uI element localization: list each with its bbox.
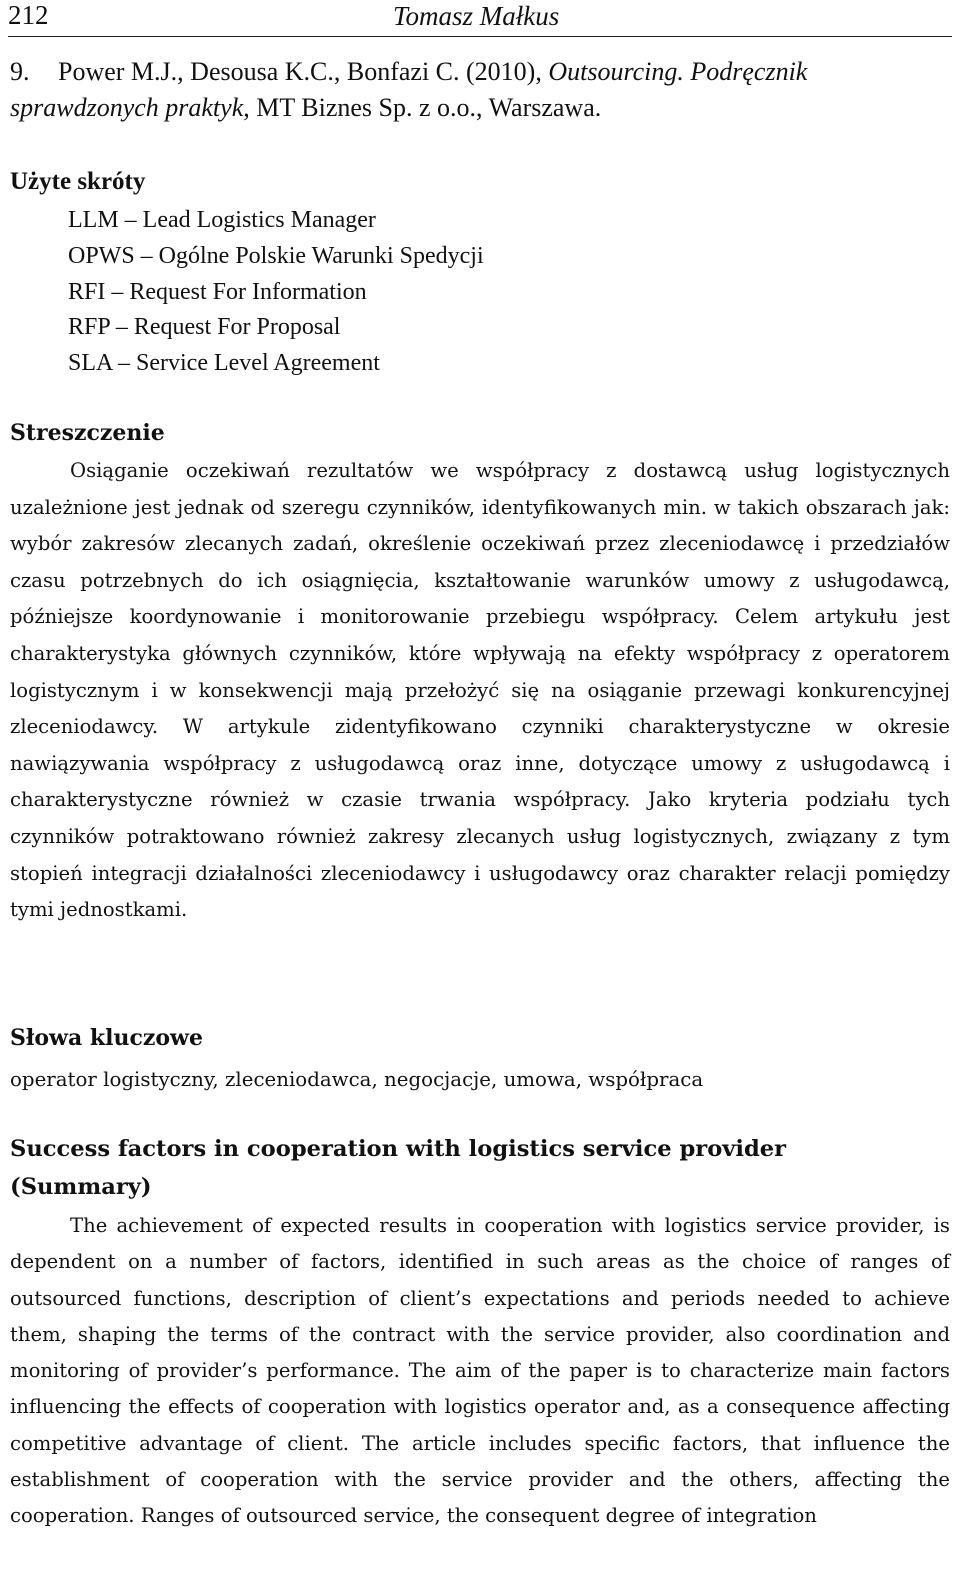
reference-title-part1: Outsourcing. Podręcznik (548, 57, 808, 86)
abbreviation-item: LLM – Lead Logistics Manager (68, 207, 376, 233)
reference-authors: Power M.J., Desousa K.C., Bonfazi C. (2010), (58, 57, 549, 86)
keywords-text: operator logistyczny, zleceniodawca, negocjacje, umowa, współpraca (10, 1068, 704, 1091)
reference-entry (10, 54, 950, 126)
keywords-heading: Słowa kluczowe (10, 1025, 203, 1051)
running-head: Tomasz Małkus (393, 1, 560, 31)
summary-en-text: The achievement of expected results in cooperation with logistics service provider, is dependent on a number of factors, identified in such areas as the choice of ranges of outsourced functions, description of client’s expectations and periods needed to achieve them, shaping the terms of the contract with the service provider, also coordination and monitoring of provider’s performance. The aim of the paper is to characterize main factors influencing the effects of cooperation with logistics operator and, as a consequence affecting competitive advantage of client. The article includes specific factors, that influence the establishment of cooperation with the service provider and the others, affecting the cooperation. Ranges of outsourced service, the consequent degree of integration (10, 1214, 950, 1528)
reference-number: 9. (10, 57, 30, 86)
abbreviation-item: RFP – Request For Proposal (68, 314, 341, 341)
abbreviations-list (68, 203, 484, 382)
page-number: 212 (8, 0, 49, 30)
summary-pl-heading: Streszczenie (10, 420, 165, 446)
summary-en-title-line1: Success factors in cooperation with logistics service provider (10, 1136, 787, 1162)
abbreviation-item: RFI – Request For Information (68, 278, 367, 305)
summary-en-title (10, 1130, 950, 1206)
abbreviations-heading: Użyte skróty (10, 168, 146, 195)
summary-pl-text: Osiąganie oczekiwań rezultatów we współpracy z dostawcą usług logistycznych uzależnione jest jednak od szeregu czynników, identyfikowanych min. w takich obszarach jak: wybór zakresów zlecanych zadań, określenie oczekiwań przez zleceniodawcę i przedziałów czasu potrzebnych do ich osiągnięcia, kształtowanie warunków umowy z usługodawcą, późniejsze koordynowanie i monitorowanie przebiegu współpracy. Celem artykułu jest charakterystyka głównych czynników, które wpływają na efekty współpracy z operatorem logistycznym i w konsekwencji mają przełożyć się na osiąganie przewagi konkurencyjnej zleceniodawcy. W artykule zidentyfikowano czynniki charakterystyczne w okresie nawiązywania współpracy z usługodawcą oraz inne, dotyczące umowy z usługodawcą i charakterystyczne również w czasie trwania współpracy. Jako kryteria podziału tych czynników potraktowano również zakresy zlecanych usług logistycznych, związany z tym stopień integracji działalności zleceniodawcy i usługodawcy oraz charakter relacji pomiędzy tymi jednostkami. (10, 459, 950, 922)
abbreviation-item: OPWS – Ogólne Polskie Warunki Spedycji (68, 242, 484, 269)
abbreviation-item: SLA – Service Level Agreement (68, 350, 380, 377)
reference-title-part2: sprawdzonych praktyk (10, 93, 244, 122)
page-header (8, 0, 952, 37)
reference-publisher: , MT Biznes Sp. z o.o., Warszawa. (243, 93, 602, 122)
summary-en-title-line2: (Summary) (10, 1174, 152, 1200)
